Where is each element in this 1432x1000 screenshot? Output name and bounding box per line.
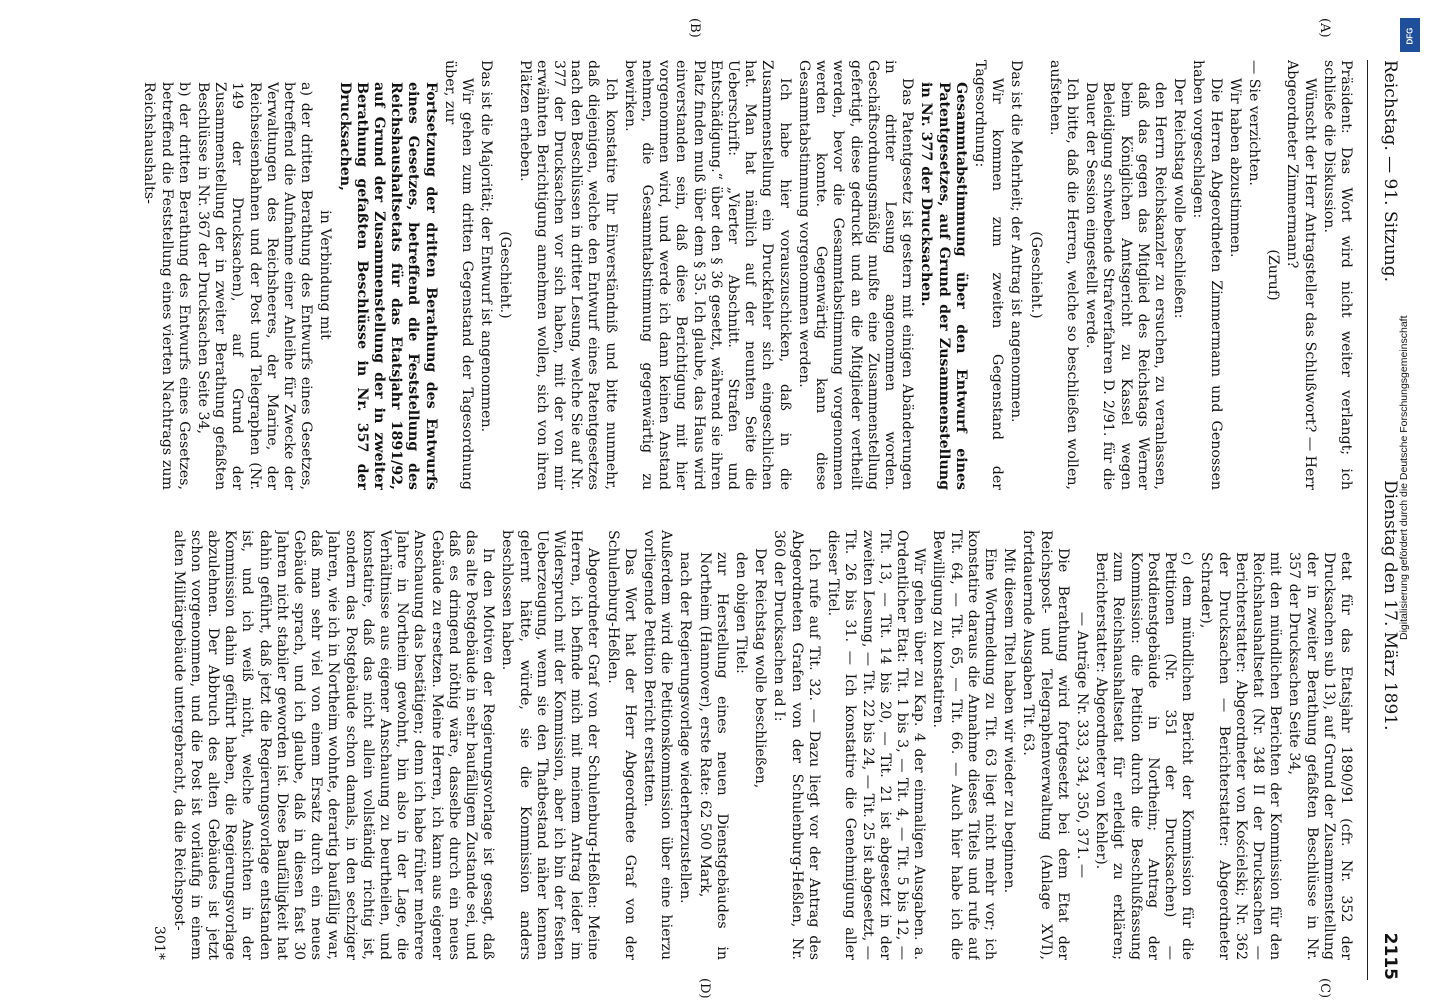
paragraph: Der Reichstag wolle beschließen:: [1171, 78, 1188, 319]
paragraph: Das Patentgesetz ist gestern mit einigen Abänderungen in dritter Lesung angenommen worden. Geschäftsordnungsmäßig mußte eine Zusammenstellung gefertigt, diese gedruckt und an die Mitglieder vertheilt werden, bevor die Gesammtabstimmung vorgenommen werden konnte. Gegenwärtig kann diese Gesammtabstimmung vorgenommen werden.: [795, 60, 916, 490]
header-left: Reichstag. — 91. Sitzung.: [1380, 60, 1400, 283]
dfg-logo-text: DFG: [1405, 27, 1415, 45]
paragraph: Fortsetzung der dritten Berathung des Entwurfs eines Gesetzes, betreffend die Feststellung des Reichshaushaltsetats für das Etatsjahr 1891/92, auf Grund der Zusammenstellung der in zweiter Berathung gefaßten Beschlüsse in Nr. 357 der Drucksachen,: [336, 82, 439, 490]
paragraph: Außerdem wird die Petitionskommission über eine hierzu vorliegende Petition Bericht erstatten.: [641, 530, 675, 960]
paragraph: Die Herren Abgeordneten Zimmermann und Genossen haben vorgeschlagen:: [1190, 60, 1224, 490]
paragraph: c) dem mündlichen Bericht der Kommission für die Petitionen (Nr. 351 der Drucksachen) — Postdienstgebäude in Northeim; Antrag der Kommission: die Petition durch die Beschlußfassung zum Reichshaushaltsetat für erledigt zu erklären; Berichterstatter: Abgeordneter von Kehler).: [1093, 552, 1196, 960]
page-number: 2115: [1380, 932, 1400, 980]
paragraph: den obigen Titel:: [733, 552, 750, 674]
paragraph: Ich rufe auf Tit. 32. — Dazu liegt vor der Antrag des Abgeordneten Grafen von der Schulenburg-Heßlen, Nr. 360 der Drucksachen ad I:: [771, 530, 822, 960]
paragraph: (Zuruf): [1265, 249, 1282, 301]
paragraph: Wir haben abzustimmen.: [1226, 78, 1243, 258]
text-column-right: [84, 530, 1354, 960]
paragraph: den Herrn Reichskanzler zu ersuchen, zu veranlassen, daß das gegen das Mitglied des Reichstags Werner beim Königlichen Amtsgericht zu Kassel wegen Beleidigung schwebende Strafverfahren D. 2/91. für die Dauer der Session eingestellt werde.: [1083, 82, 1168, 490]
paragraph: Ich konstatire Ihr Einverständniß und bitte nunmehr, daß diejenigen, welche den Entwurf eines Patentgesetzes nach den Beschlüssen in dritter Lesung, welche Sie auf Nr. 377 der Drucksachen vor sich haben, mit der von mir erwähnten Berichtigung annehmen wollen, sich von ihren Plätzen erheben.: [516, 60, 619, 490]
digitization-note: Digitalisierung gefördert durch die Deutsche Forschungsgemeinschaft: [1398, 315, 1410, 640]
paragraph: a) der dritten Berathung des Entwurfs eines Gesetzes, betreffend die Aufnahme einer Anleihe für Zwecke der Verwaltungen des Reichsheeres, der Marine, der Reichseisenbahnen und der Post und Telegraphen (Nr. 149 der Drucksachen), auf Grund der Zusammenstellung der in zweiter Berathung gefaßten Beschlüsse in Nr. 367 der Drucksachen Seite 34,: [195, 82, 315, 490]
margin-mark-b: (B): [687, 18, 702, 38]
paragraph: Gesammtabstimmung über den Entwurf eines Patentgesetzes, auf Grund der Zusammenstellung in Nr. 377 der Drucksachen.: [918, 82, 969, 490]
paragraph: — Sie verzichten.: [1245, 60, 1262, 186]
margin-mark-d: (D): [697, 978, 712, 999]
paragraph: Wir gehen zum dritten Gegenstand der Tagesordnung über, zur: [441, 60, 476, 490]
paragraph: mit den mündlichen Berichten der Kommission für den Reichshaushaltsetat (Nr. 348 II der Drucksachen — Berichterstatter: Abgeordneter von Kościelski; Nr. 362 der Drucksachen — Berichterstatter: Abgeordneter Schrader),: [1198, 552, 1284, 960]
paragraph: Wünscht der Herr Antragsteller das Schlußwort? — Herr Abgeordneter Zimmermann?: [1284, 60, 1318, 490]
header-date: Dienstag den 17. März 1891.: [1380, 480, 1400, 731]
paragraph: b) der dritten Berathung des Entwurfs eines Gesetzes, betreffend die Feststellung eines vierten Nachtrags zum Reichshaushalts-: [141, 82, 192, 490]
paragraph: (Geschieht.): [1027, 231, 1044, 319]
paragraph: Der Reichstag wolle beschließen,: [752, 548, 769, 789]
paragraph: Das ist die Mehrheit; der Antrag ist angenommen.: [1008, 60, 1025, 423]
paragraph: (Geschieht.): [497, 231, 514, 319]
paragraph: nach der Regierungsvorlage wiederherzustellen.: [677, 552, 694, 904]
paragraph: — Anträge Nr. 333, 334, 350, 371. —: [1073, 611, 1090, 879]
paragraph: Präsident: Das Wort wird nicht weiter verlangt; ich schließe die Diskussion.: [1320, 60, 1354, 490]
paragraph: Wir kommen zum zweiten Gegenstand der Tagesordnung:: [971, 60, 1006, 490]
paragraph: Das ist die Majorität; der Entwurf ist angenommen.: [478, 60, 495, 433]
paragraph: Wir gehen über zu Kap. 4 der einmaligen Ausgaben. a. Ordentlicher Etat: Tit. 1 bis 3, — Tit. 4, — Tit. 5 bis 12, — Tit. 13, — Tit. 14 bis 20, — Tit. 21 ist abgesetzt in der zweiten Lesung, — Tit. 22 bis 24, — Tit. 25 ist abgesetzt, — Tit. 26 bis 31. — Ich konstatire die Genehmigung aller dieser Titel.: [825, 530, 928, 960]
signature-mark: 301*: [151, 925, 168, 960]
paragraph: Die Berathung wird fortgesetzt bei dem Etat der Reichspost- und Telegraphenverwaltung (Anlage XVI), fortdauernde Ausgaben Tit. 63.: [1020, 530, 1071, 960]
header-rule: [1367, 60, 1368, 980]
paragraph: etat für das Etatsjahr 1890/91 (cfr. Nr. 352 der Drucksachen sub 13), auf Grund der Zusammenstellung der in zweiter Berathung gefaßten Beschlüsse in Nr. 357 der Drucksachen Seite 34,: [1286, 552, 1354, 960]
paragraph: Das Wort hat der Herr Abgeordnete Graf von der Schulenburg-Heßlen.: [604, 530, 638, 960]
margin-mark-a: (A): [1317, 18, 1332, 38]
paragraph: zur Herstellung eines neuen Dienstgebäudes in Northeim (Hannover), erste Rate: 62 500 Mark,: [696, 552, 730, 960]
paragraph: Ich habe hier vorauszuschicken, daß in die Zusammenstellung ein Druckfehler sich eingeschlichen hat. Man hat nämlich auf der neunten Seite die Ueberschrift: „Vierter Abschnitt. Strafen und Entschädigung.“ über den § 36 gesetzt, während sie ihren Platz finden muß über dem § 35. Ich glaube, das Haus wird einverstanden sein, daß diese Berichtigung mit hier vorgenommen wird, und werde ich dann keinen Anstand nehmen, die Gesammtabstimmung gegenwärtig zu bewirken.: [621, 60, 793, 490]
paragraph: In den Motiven der Regierungsvorlage ist gesagt, daß das alte Postgebäude in sehr baufälligem Zustande sei, und daß es dringend nöthig wäre, dasselbe durch ein neues Gebäude zu ersetzen. Meine Herren, ich kann aus eigener Anschauung das bestätigen; denn ich habe früher mehrere Jahre in Northeim gewohnt, bin also in der Lage, die Verhältnisse aus eigener Anschauung zu beurtheilen, und konstatire, daß das nicht allein vollständig richtig ist, sondern das Postgebäude schon damals, in den sechziger Jahren, wie ich in Northeim wohnte, derartig baufällig war, daß man sehr viel von einem Ersatz durch ein neues Gebäude sprach, und ich glaube, daß in diesen fast 30 Jahren nicht stabiler geworden ist. Diese Baufälligkeit hat dahin geführt, daß jetzt die Regierungsvorlage entstanden ist, und ich weiß nicht, welche Ansichten in der Kommission dahin geführt haben, die Regierungsvorlage abzulehnen. Der Abbruch des alten Gebäudes ist jetzt schon vorgenommen, und die Post ist vorläufig in einem alten Militärgebäude untergebracht, da die Reichspost-: [170, 530, 497, 960]
paragraph: Mit diesem Titel haben wir wieder zu beginnen.: [1001, 548, 1018, 894]
paragraph: Ich bitte, daß die Herren, welche so beschließen wollen, aufstehen.: [1046, 60, 1080, 490]
paragraph: Abgeordneter Graf von der Schulenburg-Heßlen: Meine Herren, ich befinde mich mit meinem Antrag leider im Widerspruch mit der Kommission, aber ich bin der festen Ueberzeugung, wenn sie den Thatbestand näher kennen gelernt hätte, würde, sie die Kommission anders beschlossen haben.: [499, 530, 602, 960]
margin-mark-c: (C): [1317, 978, 1332, 999]
dfg-logo: [1400, 18, 1420, 52]
paragraph: in Verbindung mit: [317, 210, 334, 340]
paragraph: Eine Wortmeldung zu Tit. 63 liegt nicht mehr vor; ich konstatire daraus die Annahme dieses Titels und rufe auf Tit. 64, — Tit. 65, — Tit. 66. — Auch hier habe ich die Bewilligung zu konstatiren.: [930, 530, 998, 960]
text-column-left: [84, 60, 1354, 490]
